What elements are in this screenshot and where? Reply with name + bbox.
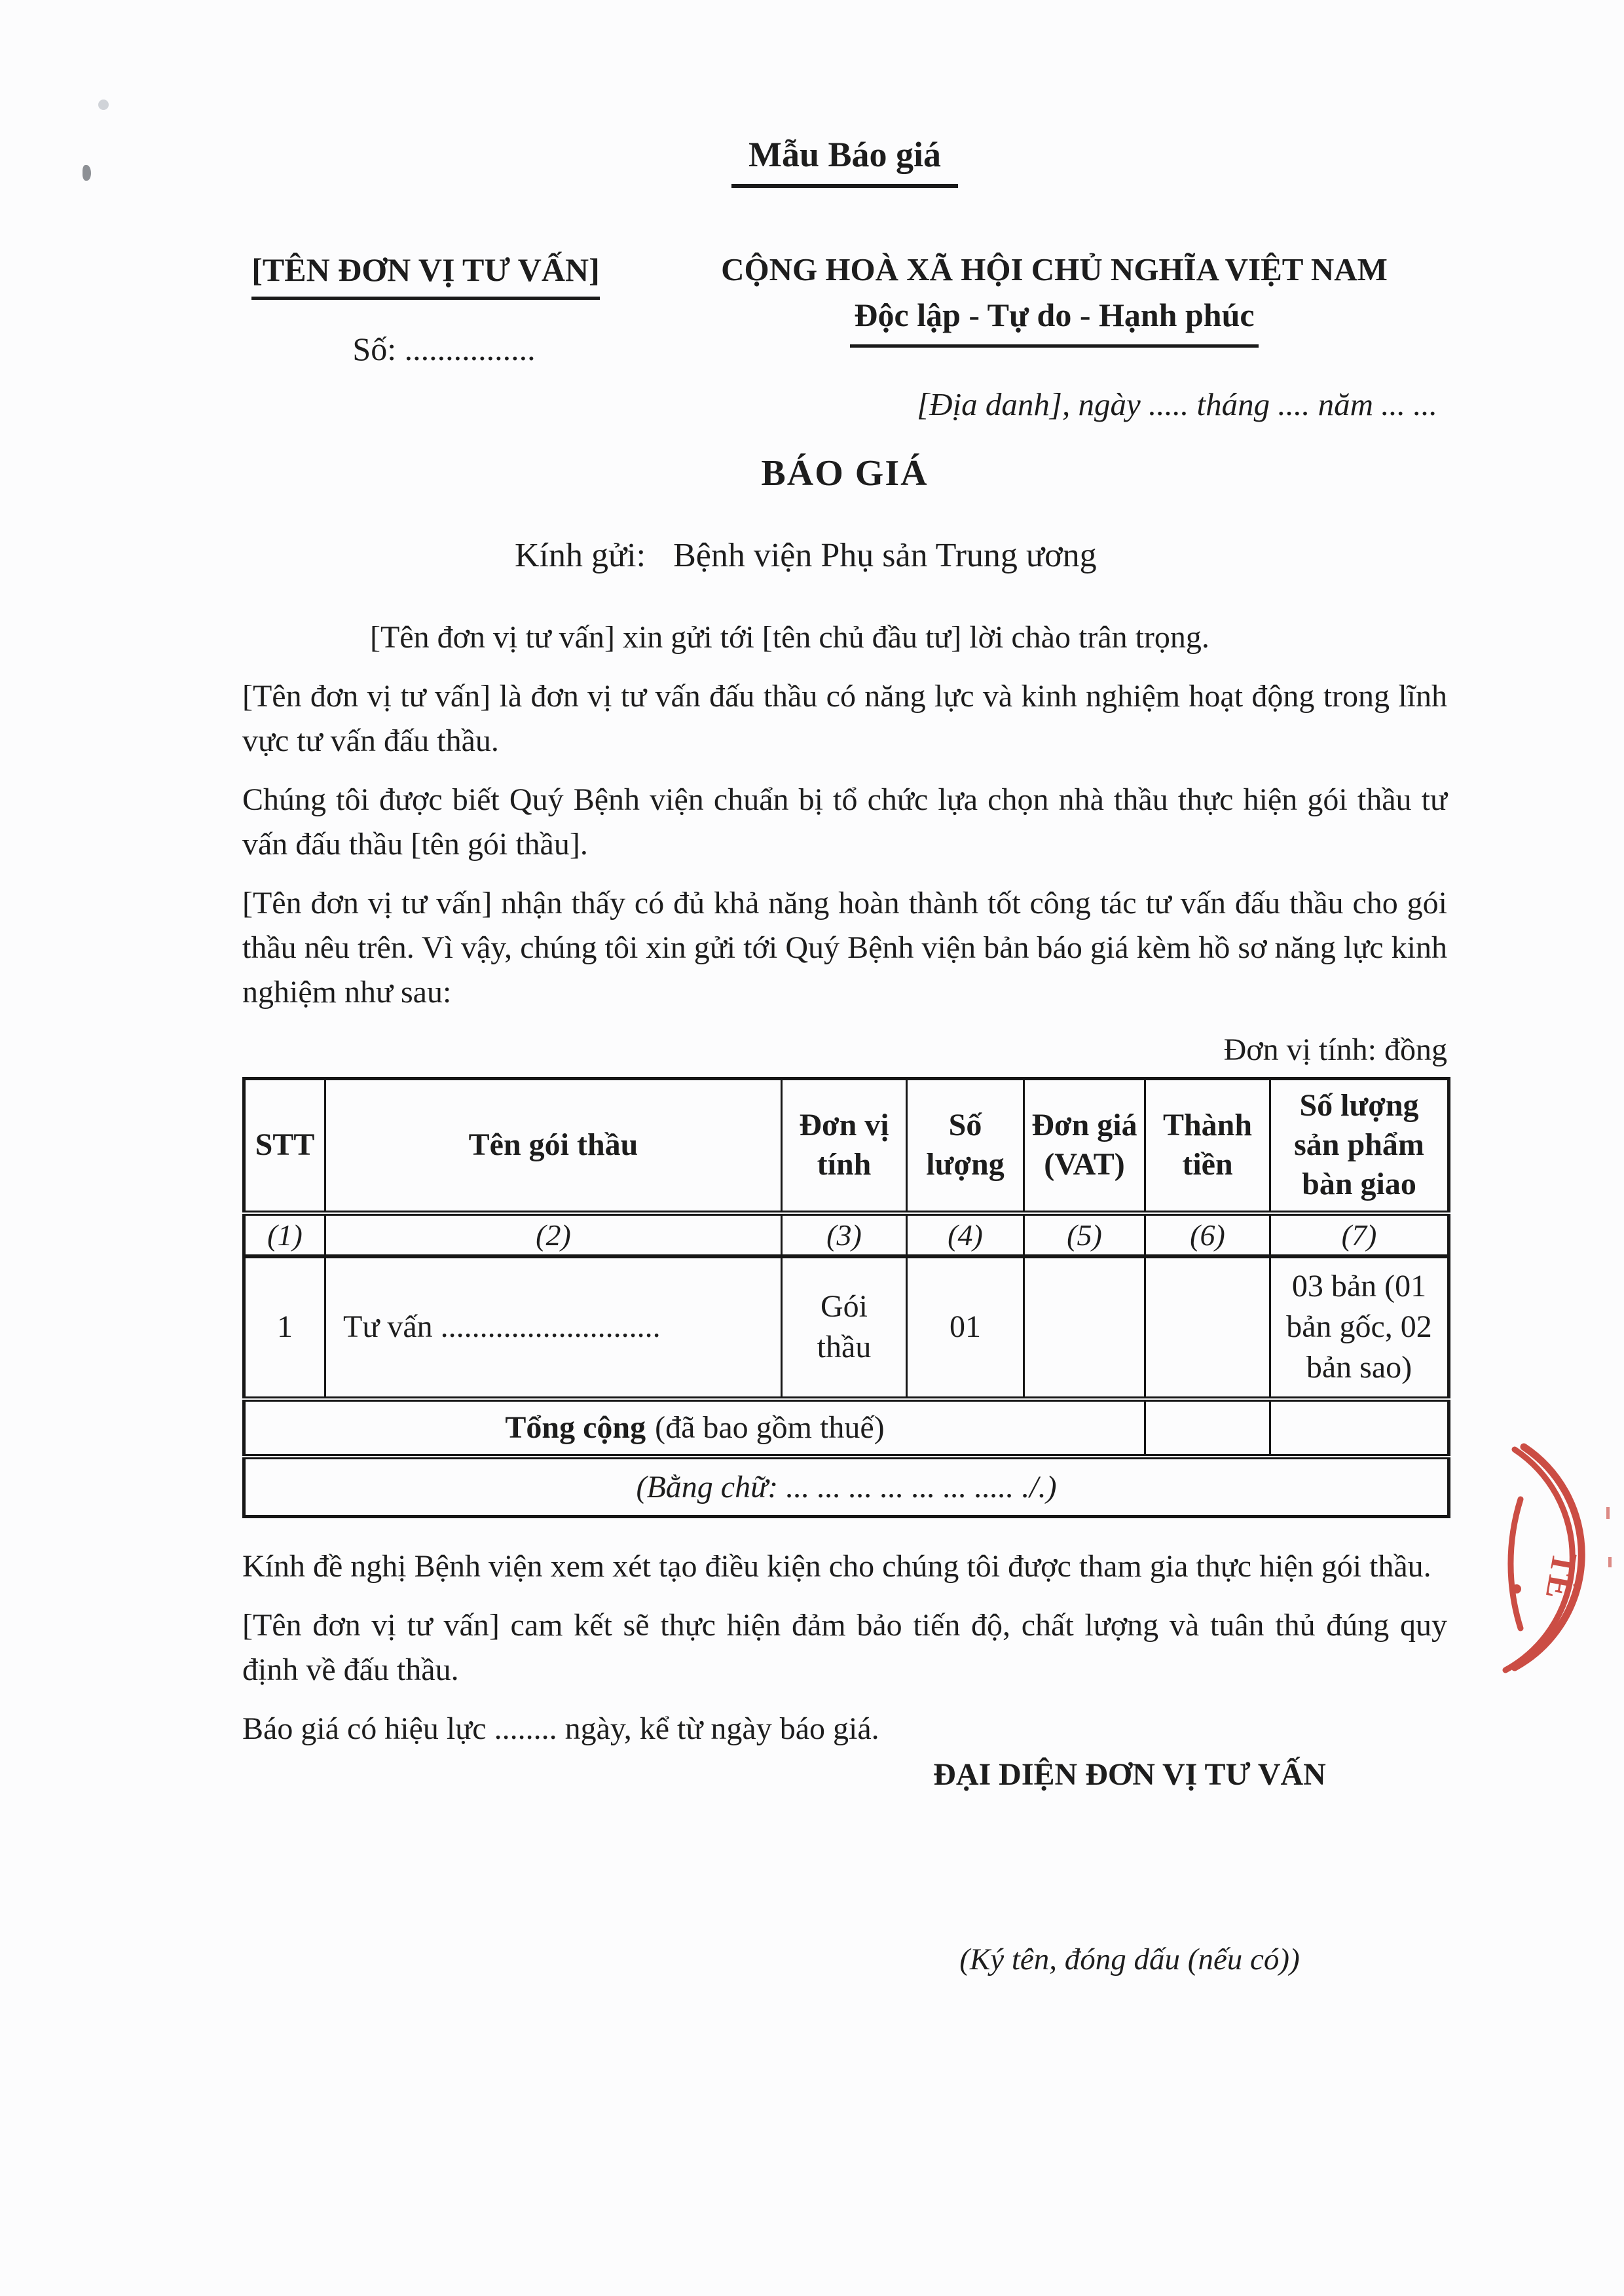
form-label-wrap	[242, 134, 1447, 188]
stamp-ink-tick	[1606, 1507, 1610, 1519]
table-index-row	[244, 1213, 1449, 1256]
document-title: BÁO GIÁ	[761, 453, 929, 494]
cell-stt: 1	[244, 1256, 325, 1399]
cell-amount	[1145, 1256, 1270, 1399]
national-motto: Độc lập - Tự do - Hạnh phúc	[850, 296, 1258, 348]
column-header-package: Tên gói thầu	[325, 1079, 782, 1213]
index-cell: (5)	[1024, 1213, 1145, 1256]
table-in-words-row	[244, 1457, 1449, 1517]
salutation-recipient: Bệnh viện Phụ sản Trung ương	[673, 537, 1097, 574]
signature-title: ĐẠI DIỆN ĐƠN VỊ TƯ VẤN	[933, 1757, 1326, 1792]
index-cell: (2)	[325, 1213, 782, 1256]
letterhead	[242, 251, 1447, 429]
quotation-table	[242, 1077, 1450, 1518]
org-block	[236, 251, 616, 368]
table-total-row	[244, 1399, 1449, 1457]
index-cell: (4)	[907, 1213, 1024, 1256]
org-name: [TÊN ĐƠN VỊ TƯ VẤN]	[251, 251, 600, 300]
cell-unit-price	[1024, 1256, 1145, 1399]
national-title: CỘNG HOÀ XÃ HỘI CHỦ NGHĨA VIỆT NAM	[721, 251, 1388, 287]
cell-qty: 01	[907, 1256, 1024, 1399]
cell-unit: Gói thầu	[782, 1256, 907, 1399]
amount-in-words-cell: (Bằng chữ: ... ... ... ... ... ... ..... ./.)	[244, 1457, 1449, 1517]
total-label-note: (đã bao gồm thuế)	[655, 1410, 885, 1445]
national-header	[714, 251, 1395, 348]
column-header-stt: STT	[244, 1079, 325, 1213]
scan-speck	[83, 165, 91, 181]
index-cell: (3)	[782, 1213, 907, 1256]
column-header-unit: Đơn vị tính	[782, 1079, 907, 1213]
table-row	[244, 1256, 1449, 1399]
stamp-inner-arc	[1511, 1499, 1521, 1628]
stamp-text: TẾ	[1538, 1548, 1585, 1603]
signature-block	[812, 1757, 1447, 1977]
paragraph-greeting: [Tên đơn vị tư vấn] xin gửi tới [tên chủ đầu tư] lời chào trân trọng.	[370, 620, 1209, 655]
cell-package-name: Tư vấn ............................	[325, 1256, 782, 1399]
paragraph-validity: Báo giá có hiệu lực ........ ngày, kể từ ngày báo giá.	[242, 1711, 879, 1746]
cell-deliverables: 03 bản (01 bản gốc, 02 bản sao)	[1270, 1256, 1449, 1399]
index-cell: (1)	[244, 1213, 325, 1256]
paragraph-capability: [Tên đơn vị tư vấn] là đơn vị tư vấn đấu thầu có năng lực và kinh nghiệm hoạt động trong lĩnh vực tư vấn đấu thầu.	[242, 679, 1447, 758]
scan-speck	[98, 100, 109, 110]
paragraph-offer: [Tên đơn vị tư vấn] nhận thấy có đủ khả năng hoàn thành tốt công tác tư vấn đấu thầu cho gói thầu nêu trên. Vì vậy, chúng tôi xin gửi tới Quý Bệnh viện bản báo giá kèm hồ sơ năng lực kinh nghiệm như sau:	[242, 886, 1447, 1010]
stamp-ink-dot	[1512, 1584, 1521, 1594]
salutation-label: Kính gửi:	[515, 537, 646, 574]
column-header-amount: Thành tiền	[1145, 1079, 1270, 1213]
table-header-row	[244, 1079, 1449, 1213]
column-header-deliverables: Số lượng sản phẩm bàn giao	[1270, 1079, 1449, 1213]
currency-unit-note: Đơn vị tính: đồng	[1223, 1032, 1447, 1067]
index-cell: (6)	[1145, 1213, 1270, 1256]
stamp-ink-tick	[1608, 1557, 1612, 1567]
total-label: Tổng cộng	[505, 1410, 646, 1445]
total-label-cell	[244, 1399, 1145, 1457]
paragraph-context: Chúng tôi được biết Quý Bệnh viện chuẩn bị tổ chức lựa chọn nhà thầu thực hiện gói thầu tư vấn đấu thầu [tên gói thầu].	[242, 782, 1447, 862]
paragraph-request: Kính đề nghị Bệnh viện xem xét tạo điều kiện cho chúng tôi được tham gia thực hiện gói thầu.	[242, 1549, 1431, 1584]
red-stamp-icon	[1388, 1408, 1624, 1735]
index-cell: (7)	[1270, 1213, 1449, 1256]
paragraph-commitment: [Tên đơn vị tư vấn] cam kết sẽ thực hiện đảm bảo tiến độ, chất lượng và tuân thủ đúng quy định về đấu thầu.	[242, 1608, 1447, 1687]
salutation-line	[242, 536, 1447, 575]
total-amount-empty-cell	[1145, 1399, 1270, 1457]
doc-number: Số: ................	[352, 331, 536, 367]
column-header-qty: Số lượng	[907, 1079, 1024, 1213]
column-header-unit-price: Đơn giá (VAT)	[1024, 1079, 1145, 1213]
date-line: [Địa danh], ngày ..... tháng .... năm ... ...	[917, 386, 1437, 422]
form-label: Mẫu Báo giá	[731, 134, 958, 188]
signature-note: (Ký tên, đóng dấu (nếu có))	[959, 1942, 1300, 1977]
